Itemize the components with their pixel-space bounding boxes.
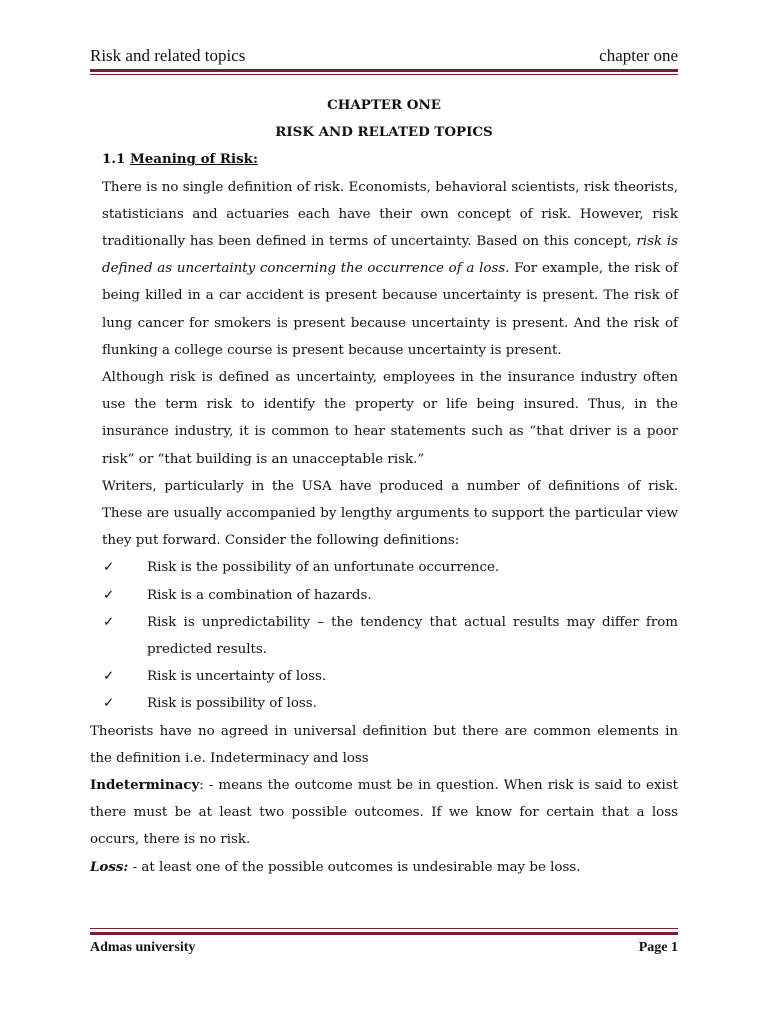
indeterminacy-term: Indeterminacy [90,777,200,794]
definition-text: Risk is uncertainty of loss. [147,669,327,685]
paragraph-insurance-usage: Although risk is defined as uncertainty, employees in the insurance industry often use the term risk to identify the property or life being insured. Thus, in the insurance industry, it is common to hear statements such as “that driver is a poor risk” or “that building is an unacceptable risk.” [102,370,678,467]
list-item [90,609,678,663]
indeterminacy-text: : - means the outcome must be in question. When risk is said to exist there must be at least two possible outcomes. If we know for certain that a loss occurs, there is no risk. [90,778,678,848]
paragraph-definition-end: For example, the risk of being killed in a car accident is present because uncertainty is present. The risk of lung cancer for smokers is present because uncertainty is present. And the risk of flunking a college course is present because uncertainty is present. [102,261,678,358]
chapter-title: CHAPTER ONE [327,97,441,113]
header-title: Risk and related topics [90,46,246,65]
list-item [90,582,678,609]
paragraph-loss [90,854,678,881]
header-rule-thick [90,69,678,72]
checkmark-icon: ✓ [103,560,115,576]
chapter-topic: RISK AND RELATED TOPICS [275,124,493,141]
section-heading [90,146,678,173]
footer-page-number: Page 1 [638,940,678,955]
section-heading-text: Meaning of Risk: [129,151,258,168]
paragraph-definition-start: There is no single definition of risk. Economists, behavioral scientists, risk theorists, statisticians and actuaries each have their own concept of risk. However, risk traditionally has been defined in terms of uncertainty. Based on this concept, [102,179,678,250]
loss-term: Loss: [90,858,129,875]
definition-text: Risk is possibility of loss. [147,696,317,712]
header-chapter: chapter one [599,46,678,65]
paragraph-writers: Writers, particularly in the USA have produced a number of definitions of risk. These are usually accompanied by lengthy arguments to support the particular view they put forward. Consider the following definitions: [102,478,678,549]
list-item [90,554,678,581]
checkmark-icon: ✓ [103,587,115,603]
definition-text: Risk is the possibility of an unfortunate occurrence. [147,560,500,576]
checkmark-icon: ✓ [103,669,115,685]
checkmark-icon: ✓ [103,696,115,712]
page-body [90,92,678,881]
section-number: 1.1 [102,151,126,168]
footer-rule-thin [90,928,678,929]
loss-text: - at least one of the possible outcomes is undesirable may be loss. [128,859,581,875]
footer-rule-thick [90,932,678,935]
list-item [90,663,678,690]
list-item [90,690,678,717]
paragraph-definition-italic: risk is defined as uncertainty concerning the occurrence of a loss. [102,234,678,277]
definition-text: Risk is a combination of hazards. [147,587,372,603]
paragraph-definition [90,174,678,364]
paragraph-theorists: Theorists have no agreed in universal definition but there are common elements in the definition i.e. Indeterminacy and loss [90,723,678,766]
footer-university: Admas university [90,940,196,955]
definition-text: Risk is unpredictability – the tendency that actual results may differ from predicted results. [147,614,678,658]
definitions-list [90,554,678,717]
header-rule-thin [90,74,678,75]
checkmark-icon: ✓ [103,614,115,630]
page-header [90,46,678,70]
paragraph-indeterminacy [90,772,678,854]
